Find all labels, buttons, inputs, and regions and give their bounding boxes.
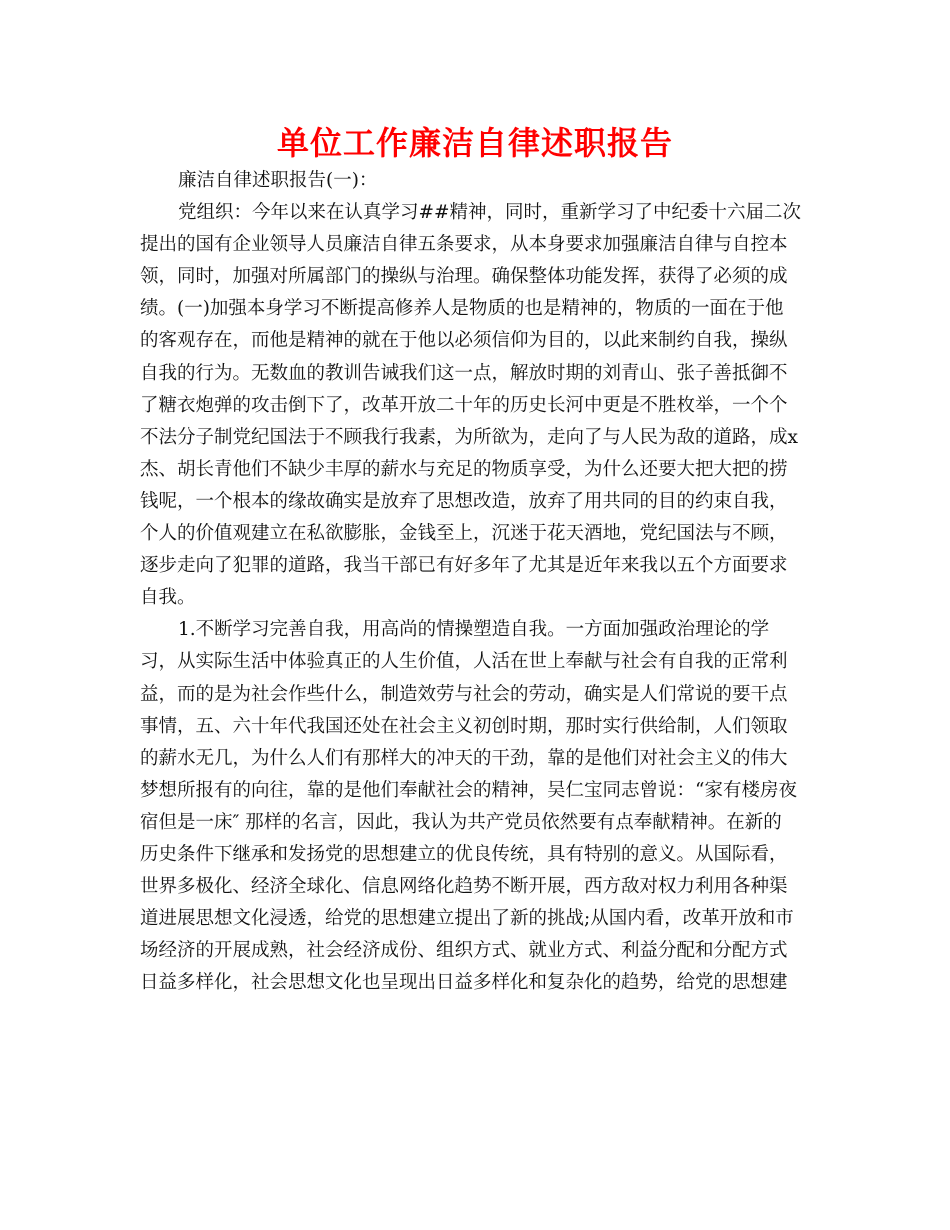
text-line: 宿但是一床″ 那样的名言，因此，我认为共产党员依然要有点奉献精神。在新的: [140, 811, 782, 833]
text-line: 廉洁自律述职报告(一)：: [178, 170, 378, 191]
text-line: 的薪水无几，为什么人们有那样大的冲天的干劲，靠的是他们对社会主义的伟大: [140, 747, 788, 769]
text-line: 日益多样化，社会思想文化也呈现出日益多样化和复杂化的趋势，给党的思想建: [140, 972, 788, 994]
text-line: 个人的价值观建立在私欲膨胀，金钱至上，沉迷于花天酒地，党纪国法与不顾，: [140, 523, 788, 545]
text-line: 钱呢，一个根本的缘故确实是放弃了思想改造，放弃了用共同的目的约束自我，: [140, 490, 788, 512]
text-line: 党组织：今年以来在认真学习##精神，同时，重新学习了中纪委十六届二次: [178, 202, 802, 224]
text-line: 世界多极化、经济全球化、信息网络化趋势不断开展，西方敌对权力利用各种渠: [140, 876, 788, 898]
text-line: 益，而的是为社会作些什么，制造效劳与社会的劳动，确实是人们常说的要干点: [140, 683, 788, 705]
document-body: [140, 165, 810, 999]
text-line: 历史条件下继承和发扬党的思想建立的优良传统，具有特别的意义。从国际看，: [140, 843, 788, 865]
text-line: 杰、胡长青他们不缺少丰厚的薪水与充足的物质享受，为什么还要大把大把的捞: [140, 458, 788, 480]
text-line: 事情，五、六十年代我国还处在社会主义初创时期，那时实行供给制，人们领取: [140, 715, 788, 737]
text-line: 自我的行为。无数血的教训告诫我们这一点，解放时期的刘青山、张子善抵御不: [140, 362, 788, 384]
text-line: 绩。(一)加强本身学习不断提高修养人是物质的也是精神的，物质的一面在于他: [140, 298, 784, 320]
text-line: 道进展思想文化浸透，给党的思想建立提出了新的挑战;从国内看，改革开放和市: [140, 908, 794, 930]
text-line: 了糖衣炮弹的攻击倒下了，改革开放二十年的历史长河中更是不胜枚举，一个个: [140, 394, 788, 416]
text-line: 梦想所报有的向往，靠的是他们奉献社会的精神，吴仁宝同志曾说：“家有楼房夜: [140, 779, 797, 801]
text-line: 场经济的开展成熟，社会经济成份、组织方式、就业方式、利益分配和分配方式: [140, 940, 788, 962]
document-title: 单位工作廉洁自律述职报告: [276, 124, 673, 162]
text-line: 的客观存在，而他是精神的就在于他以必须信仰为目的，以此来制约自我，操纵: [140, 330, 788, 352]
text-line: 领，同时，加强对所属部门的操纵与治理。确保整体功能发挥，获得了必须的成: [140, 266, 788, 288]
text-line: 自我。: [140, 587, 196, 609]
text-line: 1.不断学习完善自我，用高尚的情操塑造自我。一方面加强政治理论的学: [178, 619, 770, 641]
text-line: 逐步走向了犯罪的道路，我当干部已有好多年了尤其是近年来我以五个方面要求: [140, 555, 788, 577]
text-line: 提出的国有企业领导人员廉洁自律五条要求，从本身要求加强廉洁自律与自控本: [140, 234, 788, 256]
text-line: 习，从实际生活中体验真正的人生价值，人活在世上奉献与社会有自我的正常利: [140, 651, 788, 673]
text-line: 不法分子制党纪国法于不顾我行我素，为所欲为，走向了与人民为敌的道路，成x: [140, 426, 798, 448]
